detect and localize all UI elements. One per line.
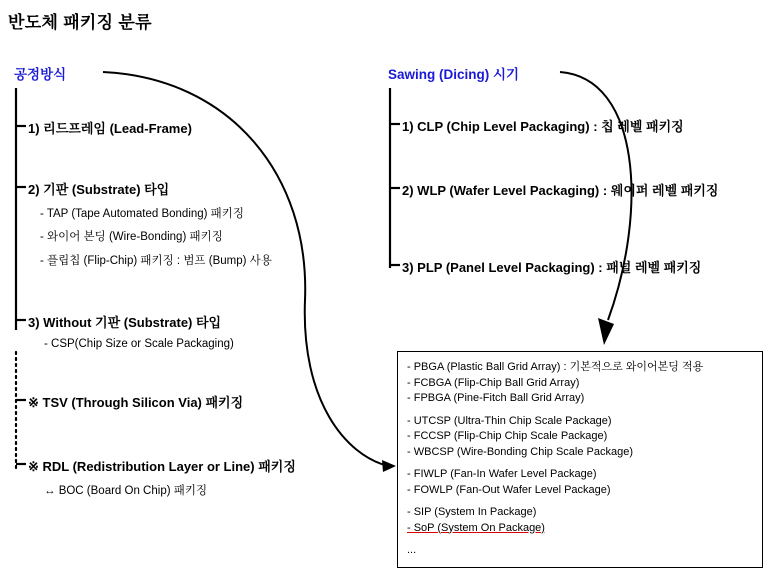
left-item-rdl: ※ RDL (Redistribution Layer or Line) 패키징 (28, 459, 296, 474)
box-line-utcsp: - UTCSP (Ultra-Thin Chip Scale Package) (407, 414, 612, 427)
box-line-fowlp: - FOWLP (Fan-Out Wafer Level Package) (407, 483, 611, 496)
box-spacer-4 (407, 536, 753, 543)
box-line-sip: - SIP (System In Package) (407, 506, 537, 518)
left-item-lead-frame: 1) 리드프레임 (Lead-Frame) (28, 121, 192, 136)
left-sub-tap: - TAP (Tape Automated Bonding) 패키징 (40, 208, 245, 220)
right-column-heading: Sawing (Dicing) 시기 (388, 67, 520, 82)
left-column-heading: 공정방식 (14, 67, 67, 82)
box-line-fcbga: - FCBGA (Flip-Chip Ball Grid Array) (407, 376, 580, 389)
right-item-wlp: 2) WLP (Wafer Level Packaging) : 웨이퍼 레벨 패키징 (402, 183, 719, 198)
right-item-plp: 3) PLP (Panel Level Packaging) : 패널 레벨 패키징 (402, 260, 702, 275)
box-line-ellipsis: ... (407, 544, 417, 556)
box-spacer-1 (407, 407, 753, 414)
box-line-fccsp: - FCCSP (Flip-Chip Chip Scale Package) (407, 430, 608, 442)
package-detail-box (397, 351, 763, 568)
box-line-fiwlp: - FIWLP (Fan-In Wafer Level Package) (407, 468, 597, 480)
box-spacer-2 (407, 460, 753, 467)
box-line-wbcsp: - WBCSP (Wire-Bonding Chip Scale Package) (407, 445, 633, 458)
left-item-substrate-type: 2) 기판 (Substrate) 타입 (28, 182, 170, 197)
left-item-tsv: ※ TSV (Through Silicon Via) 패키징 (28, 395, 244, 410)
left-sub-csp: - CSP(Chip Size or Scale Packaging) (44, 338, 234, 350)
box-spacer-3 (407, 498, 753, 505)
page-title: 반도체 패키징 분류 (8, 13, 152, 32)
left-sub-flip-chip: - 플립칩 (Flip-Chip) 패키징 : 범프 (Bump) 사용 (40, 255, 272, 267)
left-item-without-substrate: 3) Without 기판 (Substrate) 타입 (28, 315, 222, 330)
left-sub-wire-bonding: - 와이어 본딩 (Wire-Bonding) 패키징 (40, 231, 223, 243)
box-line-pbga: - PBGA (Plastic Ball Grid Array) : 기본적으로 와이어본딩 적용 (407, 361, 704, 373)
box-line-sop: - SoP (System On Package) (407, 521, 545, 534)
box-line-fpbga: - FPBGA (Pine-Fitch Ball Grid Array) (407, 392, 585, 404)
left-sub-boc: ↔ BOC (Board On Chip) 패키징 (44, 485, 208, 497)
right-item-clp: 1) CLP (Chip Level Packaging) : 칩 레벨 패키징 (402, 119, 684, 134)
